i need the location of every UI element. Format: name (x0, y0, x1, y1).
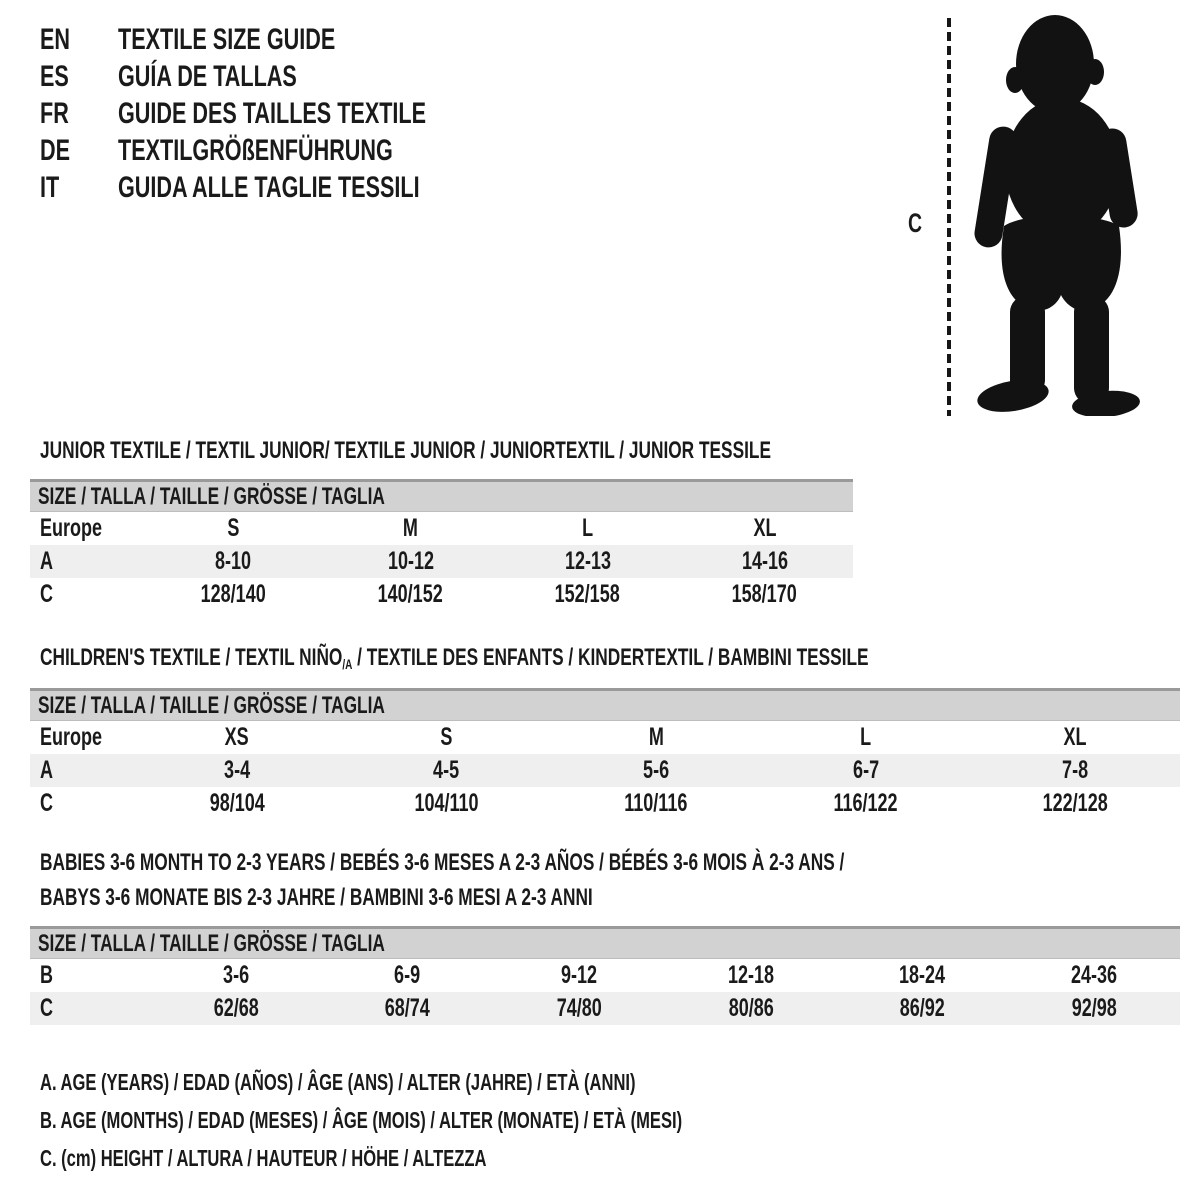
measurement-legend (40, 1063, 932, 1177)
table-cell: 14-16 (741, 547, 788, 575)
table-cell: XS (224, 723, 249, 751)
table-cell: 6-9 (394, 961, 421, 989)
table-cell: XL (752, 514, 776, 542)
table-cell: 12-13 (564, 547, 611, 575)
language-code: FR (40, 97, 69, 130)
table-cell: 68/74 (384, 994, 431, 1022)
language-code: ES (40, 60, 69, 93)
table-cell: S (227, 514, 240, 542)
table-cell: M (648, 723, 664, 751)
table-row-europe (30, 721, 1180, 755)
legend-line-b: B. AGE (MONTHS) / EDAD (MESES) / ÂGE (MOIS) / ALTER (MONATE) / ETÀ (MESI) (40, 1107, 683, 1133)
babies-section-title (40, 845, 1157, 915)
table-cell: 9-12 (561, 961, 598, 989)
nino-a-subscript: /A (342, 655, 353, 672)
table-cell: L (860, 723, 872, 751)
row-label: A (40, 547, 54, 575)
table-cell: 80/86 (728, 994, 774, 1022)
row-label: Europe (40, 514, 103, 542)
children-section-title: CHILDREN'S TEXTILE / TEXTIL NIÑO/A / TEXTILE DES ENFANTS / KINDERTEXTIL / BAMBINI TESSILE (40, 644, 869, 672)
table-cell: 158/170 (731, 580, 798, 608)
table-row-height (30, 992, 1180, 1025)
children-size-table (30, 688, 1180, 820)
height-measure-dashed-line (947, 18, 951, 416)
junior-size-table (30, 479, 853, 611)
language-code: EN (40, 23, 71, 56)
size-header-label: SIZE / TALLA / TAILLE / GRÖSSE / TAGLIA (38, 929, 385, 957)
table-row-height (30, 787, 1180, 820)
language-title: GUÍA DE TALLAS (118, 60, 297, 93)
table-row-europe (30, 512, 853, 546)
row-label: B (40, 961, 54, 989)
row-label: Europe (40, 723, 103, 751)
language-title: TEXTILGRÖßENFÜHRUNG (118, 134, 393, 167)
size-table-header-row (30, 481, 853, 512)
language-title: GUIDE DES TAILLES TEXTILE (118, 97, 427, 130)
table-cell: 140/152 (377, 580, 444, 608)
table-cell: 110/116 (624, 789, 688, 817)
table-row-age-months (30, 959, 1180, 993)
table-row-age (30, 545, 853, 578)
table-cell: 3-6 (222, 961, 249, 989)
table-cell: 92/98 (1071, 994, 1117, 1022)
junior-section-title: JUNIOR TEXTILE / TEXTIL JUNIOR/ TEXTILE JUNIOR / JUNIORTEXTIL / JUNIOR TESSILE (40, 437, 771, 464)
language-row-it (40, 169, 546, 206)
size-table-header-row (30, 928, 1180, 959)
row-label: C (40, 580, 54, 608)
table-cell: 104/110 (414, 789, 479, 817)
table-cell: 86/92 (899, 994, 945, 1022)
table-cell: 18-24 (899, 961, 946, 989)
table-cell: 128/140 (200, 580, 267, 608)
table-row-height (30, 578, 853, 611)
size-header-label: SIZE / TALLA / TAILLE / GRÖSSE / TAGLIA (38, 482, 385, 510)
language-code: IT (40, 171, 60, 204)
table-cell: 3-4 (223, 756, 250, 784)
language-title: TEXTILE SIZE GUIDE (118, 23, 336, 56)
babies-title-line2: BABYS 3-6 MONATE BIS 2-3 JAHRE / BAMBINI 3-6 MESI A 2-3 ANNI (40, 884, 593, 911)
row-label: C (40, 789, 54, 817)
table-row-age (30, 754, 1180, 787)
table-cell: 152/158 (554, 580, 621, 608)
language-row-es (40, 58, 546, 95)
table-cell: 116/122 (833, 789, 898, 817)
table-cell: L (581, 514, 594, 542)
row-label: C (40, 994, 54, 1022)
table-cell: M (402, 514, 418, 542)
language-code: DE (40, 134, 71, 167)
legend-line-c: C. (cm) HEIGHT / ALTURA / HAUTEUR / HÖHE / ALTEZZA (40, 1145, 487, 1171)
language-row-en (40, 21, 546, 58)
row-label: A (40, 756, 54, 784)
language-row-de (40, 132, 546, 169)
height-measure-label: C (908, 208, 923, 238)
size-header-label: SIZE / TALLA / TAILLE / GRÖSSE / TAGLIA (38, 691, 385, 719)
table-cell: XL (1063, 723, 1087, 751)
table-cell: 7-8 (1062, 756, 1089, 784)
table-cell: 122/128 (1042, 789, 1108, 817)
table-cell: 5-6 (642, 756, 669, 784)
table-cell: 74/80 (556, 994, 602, 1022)
legend-line-a: A. AGE (YEARS) / EDAD (AÑOS) / ÂGE (ANS) / ALTER (JAHRE) / ETÀ (ANNI) (40, 1069, 636, 1095)
table-cell: 8-10 (215, 547, 252, 575)
language-title-list (40, 21, 546, 206)
table-cell: 12-18 (727, 961, 774, 989)
table-cell: 24-36 (1071, 961, 1118, 989)
table-cell: 4-5 (433, 756, 460, 784)
table-cell: 62/68 (213, 994, 259, 1022)
size-table-header-row (30, 690, 1180, 721)
babies-title-line1: BABIES 3-6 MONTH TO 2-3 YEARS / BEBÉS 3-6 MESES A 2-3 AÑOS / BÉBÉS 3-6 MOIS À 2-3 ANS / (40, 849, 845, 876)
table-cell: 98/104 (209, 789, 265, 817)
babies-size-table (30, 926, 1180, 1025)
table-cell: S (440, 723, 453, 751)
table-cell: 10-12 (387, 547, 434, 575)
language-row-fr (40, 95, 546, 132)
language-title: GUIDA ALLE TAGLIE TESSILI (118, 171, 420, 204)
toddler-silhouette-icon (958, 6, 1148, 416)
table-cell: 6-7 (852, 756, 879, 784)
